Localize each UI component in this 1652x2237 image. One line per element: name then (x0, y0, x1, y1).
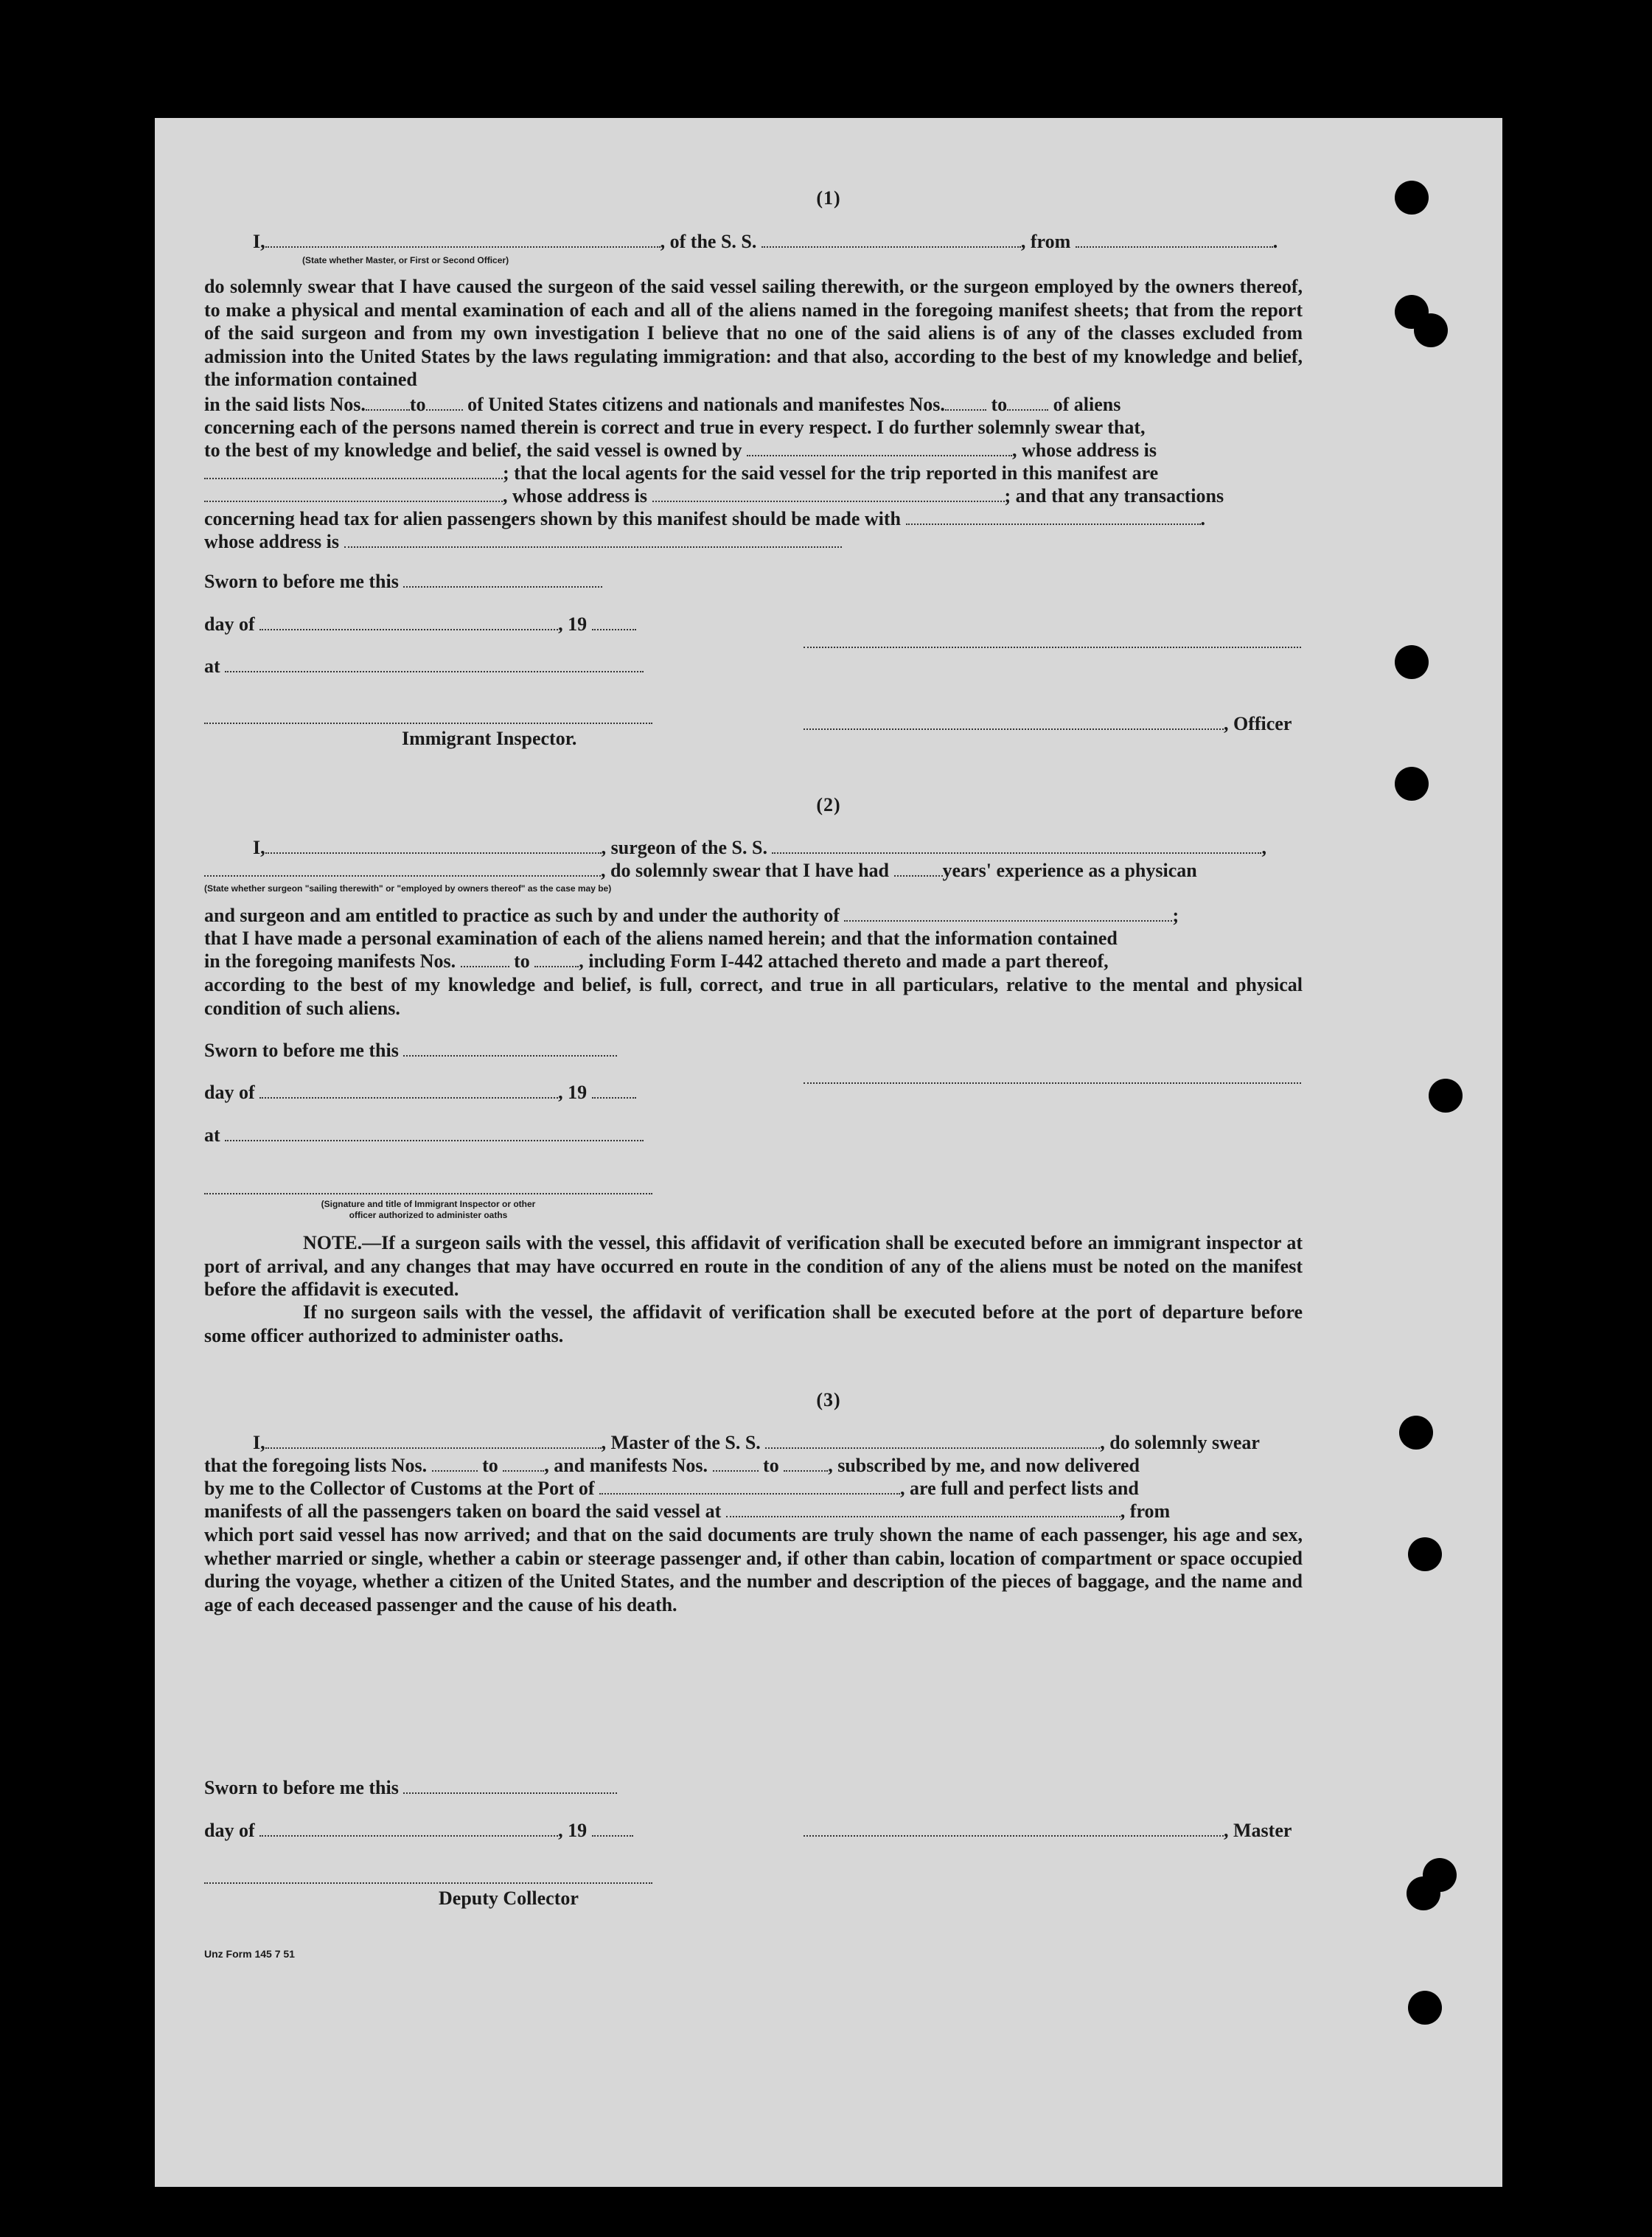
agents-address-field[interactable] (652, 486, 1005, 502)
punch-hole (1408, 1991, 1442, 2025)
surgeon-hint: (State whether surgeon "sailing therewith" or "employed by owners thereof" as the case may be) (204, 883, 612, 894)
deputy-signature-line[interactable] (204, 1882, 652, 1884)
section-2-line-6: according to the best of my knowledge and belief, is full, correct, and true in all particulars, relative to the mental and physical condition of such aliens. (204, 974, 1303, 1019)
section-1-whose-address-line: whose address is (204, 531, 842, 553)
note-paragraph-1: NOTE.—If a surgeon sails with the vessel, this affidavit of verification shall be executed before an immigrant inspector at port of arrival, and any changes that may have occurred en route in the condition of any of the aliens must be noted on the manifest before the affidavit is executed. (204, 1232, 1303, 1300)
headtax-field[interactable] (906, 509, 1201, 525)
section-1-agents-address-line: , whose address is ; and that any transactions (204, 485, 1224, 507)
section-1-lists-line: in the said lists Nos. to of United States citizens and nationals and manifestes Nos. to of aliens (204, 394, 1121, 415)
month-field[interactable] (259, 1820, 558, 1837)
owner-field[interactable] (747, 440, 1012, 456)
sworn-date-field[interactable] (403, 1040, 617, 1057)
officer-signature-hint: (Signature and title of Immigrant Inspector or other officer authorized to administer oaths (321, 1199, 536, 1220)
officer-name-field[interactable] (265, 232, 661, 248)
from-port-field[interactable] (1076, 232, 1273, 248)
form-id: Unz Form 145 7 51 (204, 1948, 295, 1960)
section-2-at: at (204, 1124, 644, 1147)
surgeon-manifest-from-field[interactable] (461, 951, 509, 967)
surgeon-manifest-to-field[interactable] (534, 951, 579, 967)
section-1-at: at (204, 655, 644, 678)
surgeon-type-field[interactable] (204, 860, 601, 877)
section-1-paragraph: do solemnly swear that I have caused the surgeon of the said vessel sailing therewith, or the surgeon employed by the owners thereof, to make a physical and mental examination of each and all of the aliens named in the foregoing manifest sheets; that from the report of the said surgeon and from my own investigation I believe that no one of the said aliens is of any of the classes excluded from admission into the United States by the laws regulating immigration: and that also, according to the best of my knowledge and belief, the information contained (204, 276, 1303, 390)
officer-hint: (State whether Master, or First or Second Officer) (302, 255, 509, 265)
surgeon-name-field[interactable] (265, 838, 602, 854)
location-field[interactable] (225, 1125, 644, 1141)
inspector-signature-line[interactable] (204, 723, 652, 724)
section-3-number: (3) (816, 1389, 841, 1410)
section-1-agents-line: ; that the local agents for the said vessel for the trip reported in this manifest are (204, 462, 1158, 484)
master-name-field[interactable] (265, 1433, 602, 1449)
year-field[interactable] (592, 1820, 633, 1837)
years-field[interactable] (894, 860, 943, 877)
section-1-concerning-line: concerning each of the persons named therein is correct and true in every respect. I do further solemnly swear that, (204, 417, 1146, 438)
surgeon-vessel-field[interactable] (772, 838, 1261, 854)
section-2-line-3: and surgeon and am entitled to practice as such by and under the authority of ; (204, 905, 1179, 926)
document-page (155, 118, 1502, 2187)
vessel-name-field[interactable] (761, 232, 1021, 248)
year-field[interactable] (592, 1082, 636, 1099)
punch-hole (1399, 1416, 1433, 1450)
section-3-master: , Master (804, 1820, 1292, 1842)
section-3-line-1: I, , Master of the S. S. , do solemnly swear (253, 1432, 1260, 1453)
deputy-collector-label: Deputy Collector (439, 1888, 579, 1909)
punch-hole (1414, 313, 1448, 347)
section-2-line-4: that I have made a personal examination of each of the aliens named herein; and that the information contained (204, 928, 1118, 949)
section-2-sworn: Sworn to before me this (204, 1040, 617, 1062)
bleed-through-mark (988, 1364, 997, 1382)
lists-to-field[interactable] (426, 394, 463, 411)
year-field[interactable] (592, 614, 636, 630)
location-field[interactable] (225, 656, 644, 672)
section-2-line-1: I, , surgeon of the S. S. , (253, 837, 1266, 858)
section-2-line-2: , do solemnly swear that I have had years' experience as a physican (204, 860, 1197, 882)
section-3-day-of: day of , 19 (204, 1820, 633, 1842)
manifests-from-field[interactable] (945, 394, 986, 411)
section-3-paragraph: which port said vessel has now arrived; and that on the said documents are truly shown the name of each passenger, his age and sex, whether married or single, whether a cabin or steerage passenger and, if other than cabin, location of compartment or space occupied during the voyage, whether a citizen of the United States, and the number and description of the pieces of baggage, and the name and age of each deceased passenger and the cause of his death. (204, 1524, 1303, 1615)
section-1-number: (1) (816, 187, 841, 209)
manifests-from-field[interactable] (713, 1455, 759, 1472)
owner-address-field[interactable] (204, 463, 503, 479)
section-3-line-2: that the foregoing lists Nos. to , and manifests Nos. to , subscribed by me, and now delivered (204, 1455, 1140, 1476)
section-1-officer: , Officer (804, 713, 1292, 735)
authority-field[interactable] (844, 905, 1172, 922)
embark-port-field[interactable] (726, 1501, 1120, 1517)
section-2-number: (2) (816, 794, 841, 815)
manifests-to-field[interactable] (784, 1455, 828, 1472)
section-3-sworn: Sworn to before me this (204, 1777, 617, 1799)
surgeon-signature-line[interactable] (804, 1082, 1301, 1084)
note-paragraph-2: If no surgeon sails with the vessel, the affidavit of verification shall be executed before at the port of departure before some officer authorized to administer oaths. (204, 1301, 1303, 1346)
section-1-day-of: day of , 19 (204, 613, 636, 636)
officer-signature-line[interactable] (804, 647, 1301, 648)
month-field[interactable] (259, 1082, 558, 1099)
officer-signature-line[interactable] (204, 1193, 652, 1194)
inspector-label: Immigrant Inspector. (402, 728, 577, 749)
section-3-line-4: manifests of all the passengers taken on board the said vessel at , from (204, 1500, 1171, 1522)
section-1-sworn: Sworn to before me this (204, 571, 602, 593)
section-2-day-of: day of , 19 (204, 1082, 636, 1104)
officer-title-field[interactable] (804, 714, 1224, 730)
month-field[interactable] (259, 614, 558, 630)
lists-to-field[interactable] (503, 1455, 544, 1472)
section-2-line-5: in the foregoing manifests Nos. to , including Form I-442 attached thereto and made a part thereof, (204, 950, 1109, 972)
master-signature-field[interactable] (804, 1820, 1224, 1837)
punch-hole (1407, 1876, 1440, 1910)
section-3-line-3: by me to the Collector of Customs at the Port of , are full and perfect lists and (204, 1478, 1139, 1499)
sworn-date-field[interactable] (403, 1778, 617, 1794)
punch-hole (1395, 645, 1429, 679)
lists-from-field[interactable] (366, 394, 410, 411)
headtax-address-field[interactable] (344, 532, 842, 548)
lists-from-field[interactable] (432, 1455, 478, 1472)
punch-hole (1429, 1079, 1463, 1113)
punch-hole (1408, 1537, 1442, 1571)
master-vessel-field[interactable] (765, 1433, 1100, 1449)
port-field[interactable] (599, 1478, 900, 1495)
sworn-date-field[interactable] (403, 571, 602, 588)
agents-field[interactable] (204, 486, 503, 502)
section-1-owned-line: to the best of my knowledge and belief, the said vessel is owned by , whose address is (204, 439, 1157, 461)
manifests-to-field[interactable] (1007, 394, 1048, 411)
section-1-headtax-line: concerning head tax for alien passengers shown by this manifest should be made with . (204, 508, 1206, 529)
section-1-line-1: I, , of the S. S. , from . (253, 231, 1278, 252)
